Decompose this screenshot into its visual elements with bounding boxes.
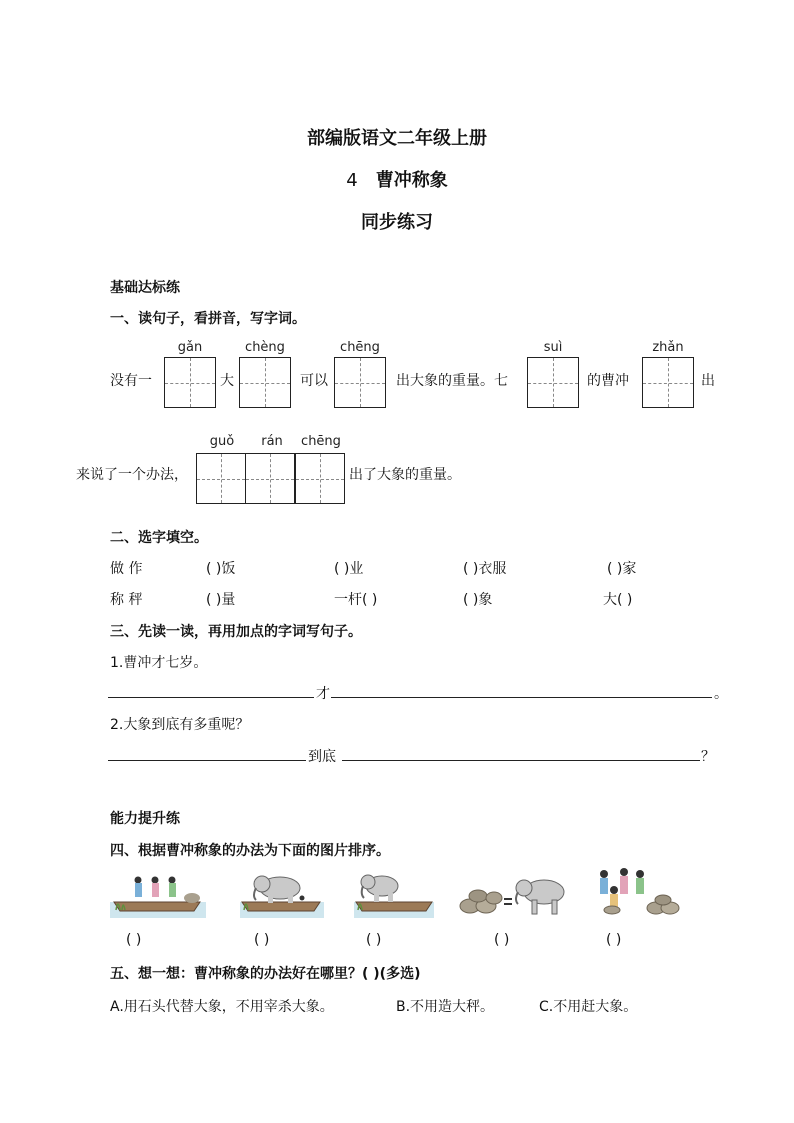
boat-people-icon [110,868,206,918]
section-basic-heading: 基础达标练 [110,280,180,296]
q1-text-5: 的曹冲 [587,373,629,389]
q5-option-b[interactable]: B.不用造大秤。 [396,999,495,1015]
q2-blank[interactable]: 一杆( ) [334,592,378,608]
q2-blank[interactable]: ( )象 [463,592,493,608]
q2-blank[interactable]: ( )衣服 [463,561,507,577]
q3-sentence-1: 1.曹冲才七岁。 [110,655,208,671]
lesson-heading [0,166,794,192]
pinyin-sui: suì [543,340,563,355]
order-blank[interactable]: ( ) [494,932,510,948]
pinyin-guo: guǒ [209,434,235,449]
q3-heading: 三、先读一读，再用加点的字词写句子。 [110,624,362,640]
writing-box[interactable] [196,453,246,504]
answer-line[interactable] [108,697,314,698]
writing-box[interactable] [164,357,216,408]
q2-pair-1: 做 作 [110,561,143,577]
q2-blank[interactable]: ( )量 [206,592,236,608]
q1-text-2: 大 [220,373,234,389]
pinyin-zhan: zhǎn [652,340,684,355]
q2-blank[interactable]: 大( ) [603,592,633,608]
q2-blank[interactable]: ( )家 [607,561,637,577]
writing-box[interactable] [642,357,694,408]
people-carrying-stones-icon [590,864,682,918]
page-title: 部编版语文二年级上册 [307,128,487,149]
stones-equals-elephant-icon [458,872,570,918]
q5-option-a[interactable]: A.用石头代替大象，不用宰杀大象。 [110,999,334,1015]
order-blank[interactable]: ( ) [254,932,270,948]
elephant-on-boat-icon [240,868,324,918]
q1-text-7: 来说了一个办法， [76,467,188,483]
q1-text-4: 出大象的重量。七 [396,373,508,389]
answer-line[interactable] [108,760,306,761]
elephant-boat-icon [354,868,434,918]
answer-line[interactable] [331,697,712,698]
q1-text-8: 出了大象的重量。 [349,467,461,483]
q2-blank[interactable]: ( )饭 [206,561,236,577]
answer-line[interactable] [342,760,700,761]
q5-heading: 五、想一想：曹冲称象的办法好在哪里？( )(多选) [110,966,421,982]
section-advanced-heading: 能力提升练 [110,811,180,827]
writing-box[interactable] [245,453,295,504]
q3-word-1: 才 [316,686,330,702]
writing-box[interactable] [527,357,579,408]
q2-blank[interactable]: ( )业 [334,561,364,577]
page-subtitle: 同步练习 [361,212,433,233]
pinyin-ran: rán [261,434,283,449]
q3-word-2: 到底 [308,749,336,765]
q1-text-1: 没有一 [110,373,152,389]
q2-pair-2: 称 秤 [110,592,143,608]
q3-end-2: ？ [701,749,715,765]
order-blank[interactable]: ( ) [126,932,142,948]
writing-box[interactable] [334,357,386,408]
q3-end-1: 。 [714,686,728,702]
lesson-title: 曹冲称象 [375,170,448,191]
lesson-number: 4 [346,170,358,191]
pinyin-cheng1-b: chēng [301,434,341,449]
q3-sentence-2: 2.大象到底有多重呢？ [110,717,250,733]
q1-text-6: 出 [701,373,715,389]
q5-option-c[interactable]: C.不用赶大象。 [539,999,638,1015]
q1-text-3: 可以 [300,373,328,389]
q4-heading: 四、根据曹冲称象的办法为下面的图片排序。 [110,843,390,859]
order-blank[interactable]: ( ) [606,932,622,948]
order-blank[interactable]: ( ) [366,932,382,948]
pinyin-cheng1: chēng [340,340,380,355]
writing-box[interactable] [294,453,345,504]
writing-box[interactable] [239,357,291,408]
q1-heading: 一、读句子，看拼音，写字词。 [110,311,306,327]
pinyin-cheng4: chèng [245,340,285,355]
q2-heading: 二、选字填空。 [110,530,208,546]
pinyin-gan: gǎn [177,340,203,355]
